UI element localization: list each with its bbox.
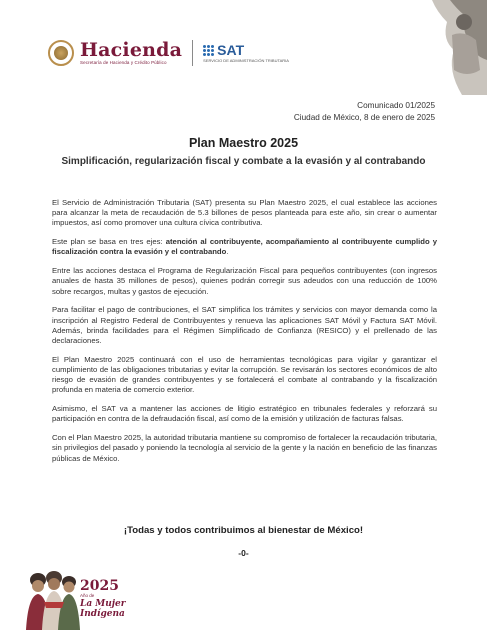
sat-dots-icon <box>203 45 214 56</box>
year-number: 2025 <box>80 578 119 594</box>
paragraph-3: Entre las acciones destaca el Programa de Regularización Fiscal para pequeños contribuyentes (con ingresos anuales de hasta 35 millones de pesos), quienes podrán corregir sus adeudos con una reducción de 100% sobre recargos, multas y gastos de ejecución. <box>52 266 437 296</box>
paragraph-4: Para facilitar el pago de contribuciones, el SAT simplifica los trámites y servicios con mayor demanda como la inscripción al Registro Federal de Contribuyentes y renueva las aplicaciones SAT Móvil y Factura SAT Móvil. Además, brinda facilidades para el Régimen Simplificado de Confianza (RESICO) y el prellenado de las declaraciones. <box>52 305 437 346</box>
communique-meta <box>294 100 435 124</box>
paragraph-5: El Plan Maestro 2025 continuará con el uso de herramientas tecnológicas para vigilar y garantizar el cumplimiento de las obligaciones tributarias y evitar la corrupción. Se revisarán los sectores económicos de alto riesgo de evasión de grandes contribuyentes y se fortalecerá el combate al contrabando y la fiscalización profunda en materia de comercio exterior. <box>52 354 437 395</box>
end-mark: -0- <box>238 548 249 558</box>
hacienda-subtitle: Secretaría de Hacienda y Crédito Público <box>80 60 167 65</box>
paragraph-7: Con el Plan Maestro 2025, la autoridad tributaria mantiene su compromiso de fortalecer la recaudación tributaria, sin privilegios del pasado y poniendo la tecnología al servicio de la gente y la nación en beneficio de las finanzas públicas de México. <box>52 433 437 463</box>
logo-divider <box>192 40 193 66</box>
document-subtitle: Simplificación, regularización fiscal y combate a la evasión y al contrabando <box>61 156 426 167</box>
closing-slogan: ¡Todas y todos contribuimos al bienestar de México! <box>123 525 364 536</box>
paragraph-2-end: . <box>226 247 229 257</box>
communique-number: Comunicado 01/2025 <box>357 101 435 110</box>
document-title: Plan Maestro 2025 <box>188 136 299 150</box>
government-seal-icon <box>48 40 74 66</box>
sat-wordmark: SAT <box>217 41 245 58</box>
decorative-figure-illustration <box>392 0 487 95</box>
sat-logo <box>203 43 289 64</box>
header-logos <box>48 36 348 70</box>
paragraph-2-intro: Este plan se basa en tres ejes: <box>52 237 166 247</box>
sat-subtitle: SERVICIO DE ADMINISTRACIÓN TRIBUTARIA <box>203 57 289 63</box>
communique-place-date: Ciudad de México, 8 de enero de 2025 <box>293 113 435 122</box>
year-name-line-2: Indígena <box>80 609 125 619</box>
document-body <box>52 198 437 472</box>
hacienda-logo <box>80 40 182 66</box>
paragraph-2-emphasis: atención al contribuyente, acompañamiento al contribuyente cumplido y fiscalización contra la evasión y el contrabando <box>52 237 438 257</box>
indigenous-women-illustration <box>22 566 82 630</box>
hacienda-wordmark: Hacienda <box>80 39 183 61</box>
paragraph-6: Asimismo, el SAT va a mantener las acciones de litigio estratégico en tribunales federales y reforzará su participación en contra de la defraudación fiscal, así como de la emisión y utilización de facturas falsas. <box>52 404 437 424</box>
year-of-indigenous-women-logo <box>80 579 160 619</box>
paragraph-2 <box>52 237 437 257</box>
year-name-line-1: La Mujer <box>80 599 126 609</box>
year-subtitle: Año de <box>80 593 95 598</box>
paragraph-1: El Servicio de Administración Tributaria (SAT) presenta su Plan Maestro 2025, el cual establece las acciones para alcanzar la meta de recaudación de 5.3 billones de pesos planteada para este año, sin crear o aumentar impuestos, así como promover una cultura cívica contributiva. <box>52 198 437 228</box>
